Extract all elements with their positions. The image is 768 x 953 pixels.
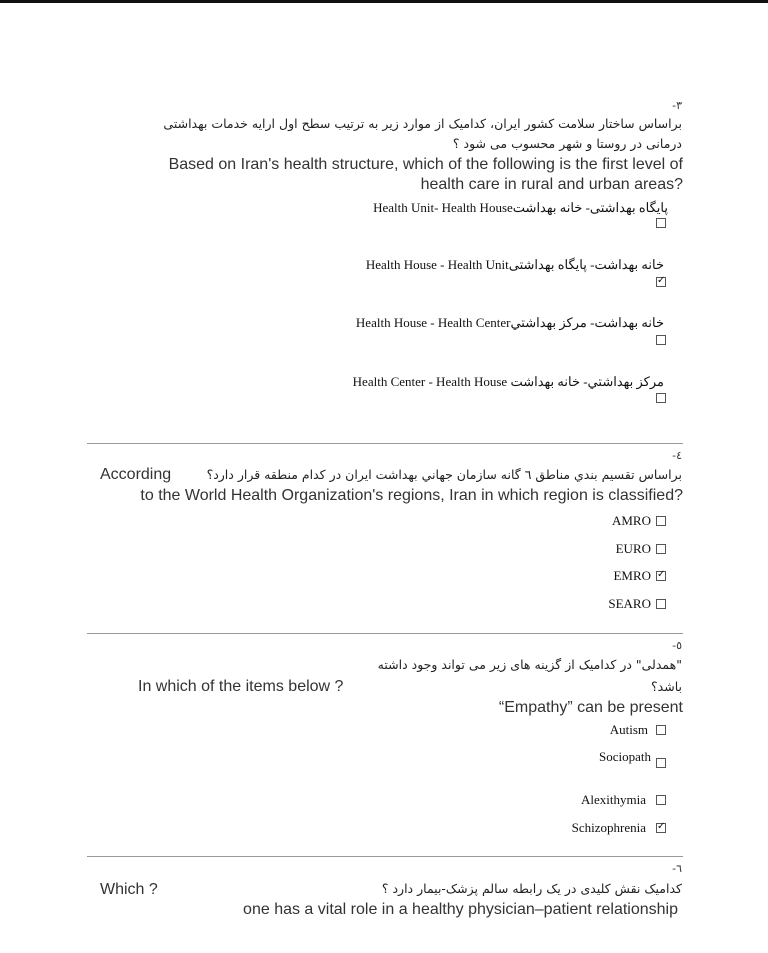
question-6-persian-text: کدامیک نقش کلیدی در یک رابطه سالم پزشک-بیمار دارد ؟ [381, 881, 682, 896]
q5-option-3-checkbox[interactable] [656, 795, 666, 805]
question-4-persian-text: براساس تقسیم بندي مناطق ٦ گانه سازمان جهاني بهداشت ايران در كدام منطقه قرار دارد؟ [206, 467, 682, 482]
question-4-english-word: According [100, 466, 172, 483]
q3-option-1-checkbox[interactable] [656, 218, 666, 228]
q3-option-1-label: پایگاه بهداشتی- خانه بهداشتHealth Unit- Health House [373, 200, 668, 215]
q4-option-3-label: EMRO [613, 568, 651, 583]
question-5-english-line-1: In which of the items below ? [138, 678, 344, 695]
q3-option-2-label: خانه بهداشت- پایگاه بهداشتیHealth House - Health Unit [365, 257, 664, 272]
q4-option-1-label: AMRO [611, 513, 651, 528]
question-5-persian-line-2: باشد؟ [651, 679, 682, 694]
q4-option-3-checkbox[interactable] [656, 571, 666, 581]
q5-option-4-label: Schizophrenia [571, 820, 646, 835]
q5-option-3-label: Alexithymia [581, 792, 646, 807]
question-6-number: -٦ [672, 862, 682, 875]
divider-q4-q5 [87, 633, 683, 634]
question-6-english-line-2: one has a vital role in a healthy physician–patient relationship [243, 901, 678, 918]
top-border [0, 0, 768, 3]
q5-option-1-checkbox[interactable] [656, 725, 666, 735]
question-6-english-word: Which ? [100, 881, 158, 898]
question-3-english-line-1: Based on Iran's health structure, which of the following is the first level of [168, 156, 683, 173]
q4-option-1-checkbox[interactable] [656, 516, 666, 526]
q3-option-3-label: خانه بهداشت- مرکز بهداشتيHealth House - Health Center [355, 315, 664, 330]
question-3-number: -٣ [672, 99, 682, 112]
question-5-english-line-2: “Empathy” can be present [498, 699, 683, 716]
q4-option-4-label: SEARO [608, 596, 651, 611]
q3-option-4-checkbox[interactable] [656, 393, 666, 403]
q4-option-4-checkbox[interactable] [656, 599, 666, 609]
question-4-english-line-2: to the World Health Organization's regions, Iran in which region is classified? [140, 487, 683, 504]
q3-option-4-label: مرکز بهداشتي- خانه بهداشت Health Center - Health House [352, 374, 664, 389]
question-3-persian-line-1: براساس ساختار سلامت کشور ایران، کدامیک از موارد زیر به ترتیب سطح اول ارایه خدمات بهداشتی [163, 116, 682, 131]
question-3-english-line-2: health care in rural and urban areas? [420, 176, 683, 193]
question-4-number: -٤ [672, 449, 682, 462]
question-5-persian-line-1: "همدلی" در کدامیک از گزینه های زیر می تواند وجود داشته [377, 657, 682, 672]
q4-option-2-label: EURO [615, 541, 651, 556]
q5-option-1-label: Autism [609, 722, 648, 737]
question-3-persian-line-2: درمانی در روستا و شهر محسوب می شود ؟ [452, 136, 682, 151]
q3-option-3-checkbox[interactable] [656, 335, 666, 345]
q5-option-2-label: Sociopath [599, 749, 651, 764]
q5-option-4-checkbox[interactable] [656, 823, 666, 833]
q4-option-2-checkbox[interactable] [656, 544, 666, 554]
q3-option-2-checkbox[interactable] [656, 277, 666, 287]
divider-q5-q6 [87, 856, 683, 857]
q5-option-2-checkbox[interactable] [656, 758, 666, 768]
divider-q3-q4 [87, 443, 683, 444]
question-5-number: -٥ [672, 639, 682, 652]
